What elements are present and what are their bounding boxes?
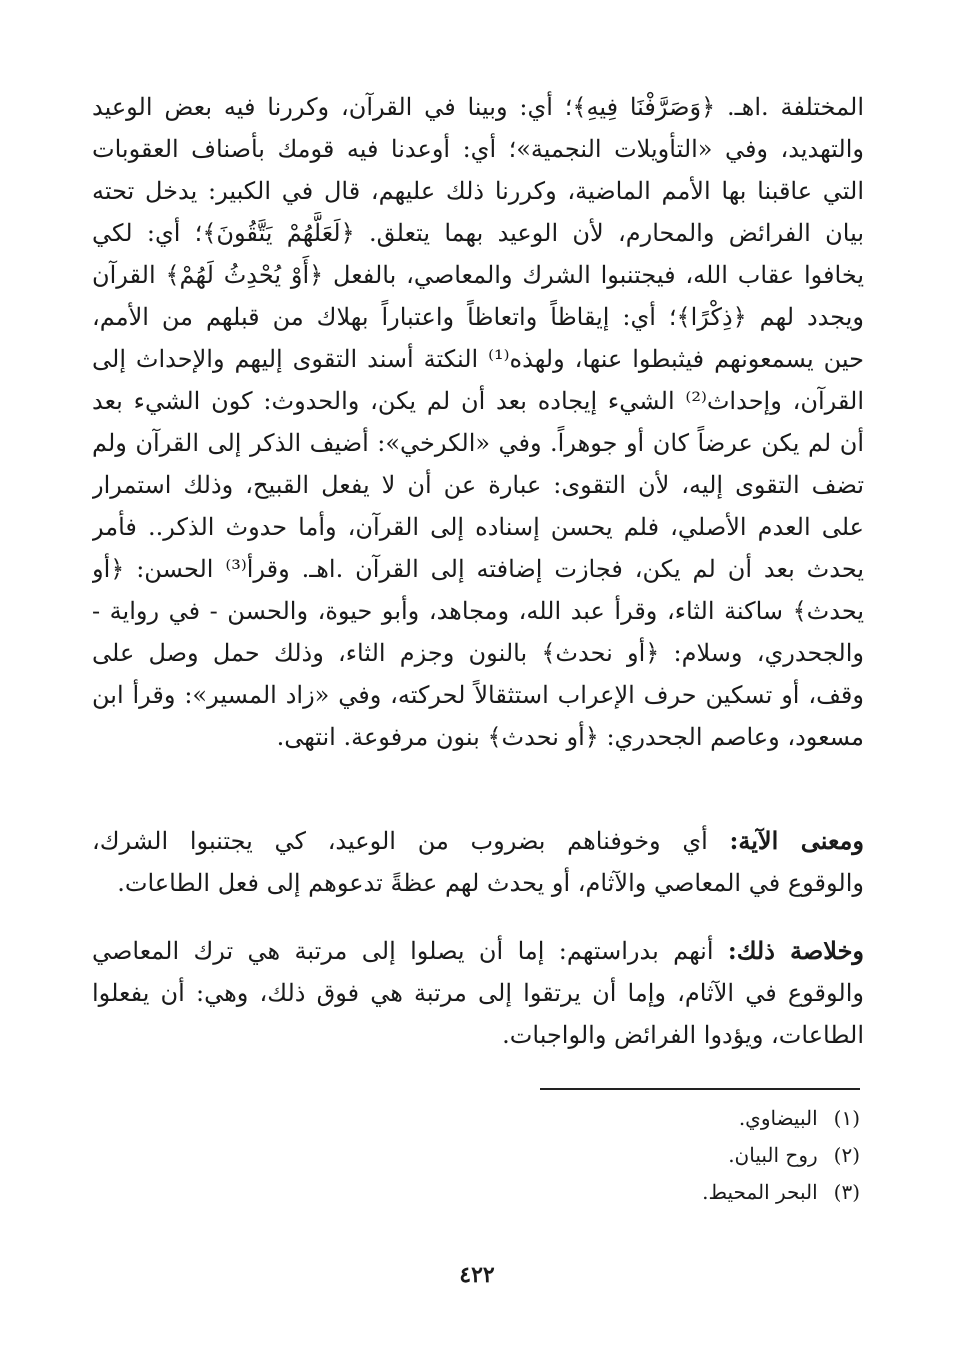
paragraph-line: يحدث﴾ ساكنة الثاء، وقرأ عبد الله، ومجاهد، وأبو حيوة، والحسن - في رواية - xyxy=(92,597,864,625)
footnote-number: (٣) xyxy=(833,1180,860,1204)
paragraph-line: أن لم يكن عرضاً كان أو جوهراً. وفي «الكرخي»: أضيف الذكر إلى القرآن ولم xyxy=(92,429,864,457)
paragraph-line xyxy=(92,930,864,972)
paragraph-line: يحدث بعد أن لم يكن، فجازت إضافته إلى القرآن .اهـ. وقرأ⁽³⁾ الحسن: ﴿أو xyxy=(92,555,864,583)
paragraph-line: والجحدري، وسلام: ﴿أو نحدث﴾ بالنون وجزم الثاء، وذلك حمل وصل على xyxy=(92,639,864,667)
paragraph-line: الطاعات، ويؤدوا الفرائض والواجبات. xyxy=(502,1021,864,1049)
footnote-item xyxy=(400,1137,860,1174)
paragraph-line: بيان الفرائض والمحارم، لأن الوعيد بهما يتعلق. ﴿لَعَلَّهُمْ يَتَّقُونَ﴾؛ أي: لكي xyxy=(92,219,864,247)
meaning-paragraph xyxy=(92,820,864,904)
paragraph-line: التي عاقبنا بها الأمم الماضية، وكررنا ذلك عليهم، قال في الكبير: يدخل تحته xyxy=(92,177,864,205)
meaning-heading: ومعنى الآية: xyxy=(729,826,864,855)
summary-paragraph xyxy=(92,930,864,1056)
paragraph-line: تضف التقوى إليه، لأن التقوى: عبارة عن أن لا يفعل القبيح، وذلك استمرار xyxy=(92,471,864,499)
footnote-text: البحر المحيط. xyxy=(702,1180,818,1204)
footnote-text: البيضاوي. xyxy=(738,1106,818,1130)
summary-text: أنهم بدراستهم: إما أن يصلوا إلى مرتبة هي ترك المعاصي xyxy=(92,937,728,965)
footnote-number: (٢) xyxy=(833,1143,860,1167)
paragraph-line: وقف، أو تسكين حرف الإعراب استثقالاً لحركته، وفي «زاد المسير»: وقرأ ابن xyxy=(92,681,864,709)
footnote-number: (١) xyxy=(833,1106,860,1130)
paragraph-line: حين يسمعونهم فيثبطوا عنها، ولهذه⁽¹⁾ النكتة أسند التقوى إليهم والإحداث إلى xyxy=(92,345,864,373)
footnotes xyxy=(400,1100,860,1211)
paragraph-line: والتهديد، وفي «التأويلات النجمية»؛ أي: أوعدنا فيه قومك بأصناف العقوبات xyxy=(92,135,864,163)
paragraph-line: المختلفة .اهـ. ﴿وَصَرَّفْنَا فِيهِ﴾؛ أي: وبينا في القرآن، وكررنا فيه بعض الوعيد xyxy=(92,93,864,121)
footnote-item xyxy=(400,1174,860,1211)
paragraph-line: ويجدد لهم ﴿ذِكْرًا﴾؛ أي: إيقاظاً واتعاظاً واعتباراً بهلاك من قبلهم من الأمم، xyxy=(92,303,864,331)
paragraph-line: يخافوا عقاب الله، فيجتنبوا الشرك والمعاصي، بالفعل ﴿أَوْ يُحْدِثُ لَهُمْ﴾ القرآن xyxy=(92,261,864,289)
footnote-divider xyxy=(540,1088,860,1090)
footnote-text: روح البيان. xyxy=(728,1143,818,1167)
footnote-item xyxy=(400,1100,860,1137)
paragraph-line: القرآن، وإحداث⁽²⁾ الشيء إيجاده بعد أن لم يكن، والحدوث: كون الشيء بعد xyxy=(92,387,864,415)
paragraph-line xyxy=(92,820,864,862)
paragraph-line: والوقوع في الآثام، وإما أن يرتقوا إلى مرتبة هي فوق ذلك، وهي: أن يفعلوا xyxy=(92,979,864,1007)
meaning-text: أي وخوفناهم بضروب من الوعيد، كي يجتنبوا الشرك، xyxy=(92,827,730,855)
paragraph-line: مسعود، وعاصم الجحدري: ﴿أو نحدث﴾ بنون مرفوعة. انتهى. xyxy=(276,723,864,751)
summary-heading: وخلاصة ذلك: xyxy=(727,936,864,965)
paragraph-line: على العدم الأصلي، فلم يحسن إسناده إلى القرآن، وأما حدوث الذكر.. فأمر xyxy=(92,513,864,541)
tafsir-paragraph xyxy=(92,86,864,758)
paragraph-line: والوقوع في المعاصي والآثام، أو يحدث لهم عظةً تدعوهم إلى فعل الطاعات. xyxy=(117,869,864,897)
page-number: ٤٢٢ xyxy=(459,1262,495,1288)
